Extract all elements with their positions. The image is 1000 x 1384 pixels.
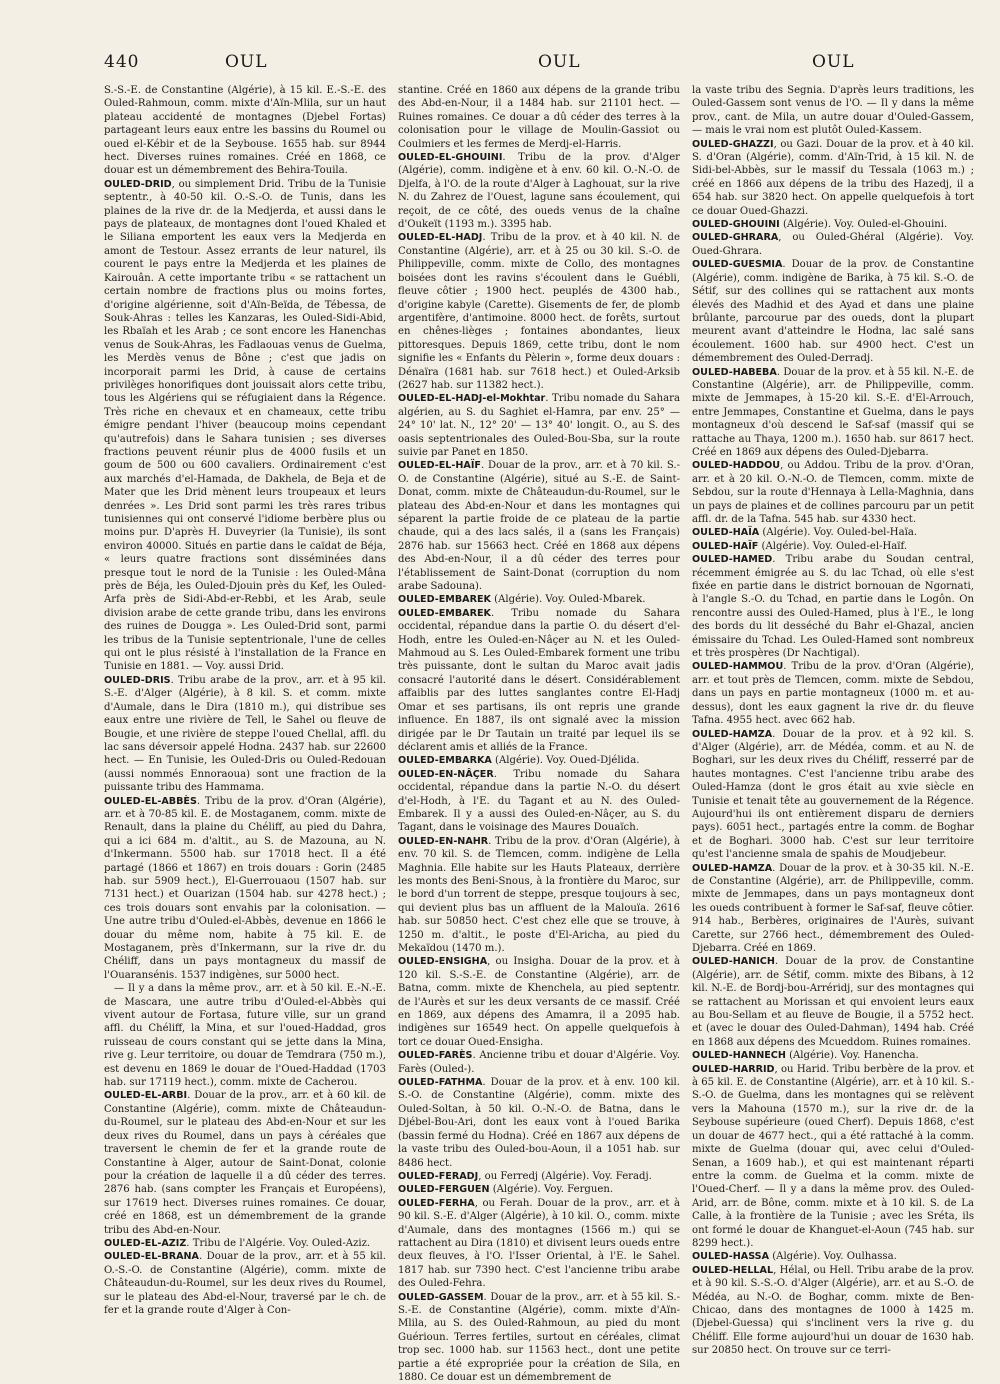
entry-headword: OULED-GHOUINI [692,219,780,231]
entry-headword: OULED-EL-ARBI [104,1090,188,1102]
dictionary-entry [398,955,680,1049]
dictionary-entry [398,151,680,231]
dictionary-entry [692,366,974,460]
dictionary-entry [692,862,974,956]
entry-headword: OULED-HELLAL [692,1264,774,1276]
dictionary-entry [104,674,386,795]
dictionary-entry [692,1063,974,1251]
entry-headword: OULED-FATHMA [398,1077,483,1089]
entry-headword: OULED-EMBAREK [398,594,491,606]
entry-headword: OULED-HABEBA [692,366,777,378]
dictionary-entry [398,593,680,606]
entry-text: — Il y a dans la même prov., arr. et à 50 kil. E.-N.-E. de Mascara, une autre tribu d'Ouled-el-Abbès qui vivent autour de Fortasa, future ville, sur un grand affl. du Chéliff, la Mina, et sur l'oued-Haddad, gros ruisseau de cours constant qui se jette dans la Mina, rive g. Leur territoire, ou douar de Temdrara (750 m.), est devenu en 1869 le douar de l'Oued-Haddad (1703 hab. sur 17119 hect.), comm. mixte de Cacherou. [104,983,386,1089]
entry-text: (Algérie). Voy. Oued-Djélida. [491,755,640,767]
entry-text: . Tribu de la prov. d'Alger (Algérie), comm. indigène et à env. 60 kil. O.-N.-O. de Djelfa, à l'O. de la route d'Alger à Laghouat, sur la rive N. du Zahrez de l'Ouest, lagune sans écoulement, qui reçoit, de ce côté, des oueds venus de la chaîne d'Oukeït (1193 m.). 3395 hab. [398,152,680,231]
dictionary-entry [692,218,974,231]
entry-text: la vaste tribu des Segnia. D'après leurs traditions, les Ouled-Gassem sont venus de l'O. — Il y dans la même prov., cant. de Mila, un autre douar d'Ouled-Gassem, — mais le vrai nom est plutôt Ouled-Kassem. [692,85,974,137]
dictionary-entry [398,1183,680,1196]
entry-text: (Algérie). Voy. Ouled-el-Haïf. [758,540,908,552]
entry-headword: OULED-FERADJ [398,1170,479,1182]
entry-text: . Douar de la prov., arr. et à 70 kil. S.-O. de Constantine (Algérie), situé au S.-E. de Saint-Donat, comm. mixte de Châteaudun-du-Roumel, sur le plateau des Abd-en-Nour et dans les montagnes qui séparent la partie froide de ce plateau de la partie chaude, qui a des lacs salés, il a (sans les Français) 2876 hab. sur 15663 hect. Créé en 1868 aux dépens des Abd-en-Nour, il a dû céder des terres pour l'établissement de Saint-Donat (corruption du nom arabe Sadouna). [398,460,680,593]
entry-text: . Tribu arabe du Soudan central, récemment émigrée au S. du lac Tchad, où elle s'est fixée en partie dans le district bornouan de Ngornati, à l'angle S.-O. du Tchad, en partie dans le Logôn. On rencontre aussi des Ouled-Hamed, plus à l'E., le long des bords du lit desséché du Bahr el-Ghazal, ancien émissaire du Tchad. Les Ouled-Hamed sont nombreux et très prospères (Dr Nachtigal). [692,554,974,660]
entry-text: . Tribu de l'Algérie. Voy. Ouled-Aziz. [186,1237,371,1249]
entry-headword: OULED-HANICH [692,956,775,968]
dictionary-entry [692,231,974,258]
dictionary-entry [692,1049,974,1062]
page-number: 440 [104,52,140,72]
entry-headword: OULED-GUESMIA [692,259,783,271]
dictionary-entry [398,1076,680,1170]
entry-headword: OULED-HAMZA [692,728,773,740]
dictionary-entry [692,955,974,1049]
entry-text: . Tribu nomade du Sahara occidental, répandue dans la partie O. du désert d'el-Hodh, entre les Ouled-en-Nâçer au N. et les Ouled-Mahmoud au S. Les Ouled-Embarek forment une tribu très puissante, dont le sultan du Maroc avait jadis consacré l'autorité dans le désert. Considérablement affaiblis par des luttes sanglantes contre El-Hadj Omar et ses partisans, ils ont repris une grande influence. En 1887, ils ont signalé avec la mission dirigée par le Dr Tautain un traité par lequel ils se déclarent amis et alliés de la France. [398,607,680,753]
entry-headword: OULED-HANNECH [692,1050,786,1062]
dictionary-entry [398,84,680,151]
entry-headword: OULED-DRIS [104,674,171,686]
dictionary-entry [692,540,974,553]
page-header [0,52,1000,82]
entry-headword: OULED-HARRID [692,1063,775,1075]
entry-text: , ou Addou. Tribu de la prov. d'Oran, arr. et à 20 kil. O.-N.-O. de Tlemcen, comm. mixte de Sebdou, sur la route d'Hennaya à Lella-Maghnia, dans un pays de plaines et de collines parcouru par un petit affl. dr. de la Tafna. 545 hab. sur 4330 hect. [692,460,974,525]
entry-text: . Tribu arabe de la prov., arr. et à 95 kil. S.-E. d'Alger (Algérie), à 8 kil. S. et comm. mixte d'Aumale, dans le Dira (1810 m.), qui distribue ses eaux entre une rivière de Tell, le Sahel ou fleuve de Bougie, et une rivière de steppe l'oued Chellal, affl. du lac sans déversoir appelé Hodna. 2437 hab. sur 22600 hect. — En Tunisie, les Ouled-Dris ou Ouled-Redouan (aussi nommés Ennoraoua) sont une fraction de la puissante tribu des Hammama. [104,674,386,794]
dictionary-entry [692,1250,974,1263]
entry-headword: OULED-GHRARA [692,232,779,244]
entry-headword: OULED-EL-AZIZ [104,1237,187,1249]
running-head-left: OUL [225,52,268,72]
dictionary-entry [398,459,680,593]
entry-headword: OULED-HAMZA [692,862,773,874]
entry-headword: OULED-EMBAREK [398,607,491,619]
entry-text: (Algérie). Voy. Hanencha. [785,1050,919,1062]
dictionary-entry [692,138,974,218]
entry-text: . Douar de la prov., arr. et à 55 kil. O.-S.-O. de Constantine (Algérie), comm. mixte de Châteaudun-du-Roumel, sur les deux rives du Roumel, sur le plateau des Abd-el-Nour, traversé par le ch. de fer et la grande route d'Alger à Con- [104,1251,386,1316]
entry-text: . Tribu de la prov. et à 40 kil. N. de Constantine (Algérie), arr. et à 25 ou 30 kil. S.-O. de Philippeville, comm. mixte de Collo, des montagnes boisées dont les ravins s'écoulent dans le Guébli, fleuve côtier ; 1900 hect. peuplés de 4300 hab., d'origine kabyle (Carette). Gisements de fer, de plomb argentifère, d'antimoine. 8000 hect. de forêts, surtout en chênes-lièges ; fontaines abondantes, lieux pittoresques. Depuis 1869, cette tribu, dont le nom signifie les « Enfants du Pèlerin », forme deux douars : Dénaïra (1681 hab. sur 7618 hect.) et Ouled-Arksib (2627 hab. sur 11382 hect.). [398,232,680,391]
dictionary-entry [398,231,680,392]
column-1 [104,84,386,1354]
entry-text: , ou Ferah. Douar de la prov., arr. et à 90 kil. S.-E. d'Alger (Algérie), à 10 kil. O., comm. mixte d'Aumale, dans des montagnes (1566 m.) qui se rattachent au Dira (1810) et divisent leurs oueds entre deux fleuves, à l'O. l'Isser Oriental, à l'E. le Sahel. 1817 hab. sur 7390 hect. C'est l'ancienne tribu arabe des Ouled-Fehra. [398,1197,680,1290]
entry-headword: OULED-HAMMOU [692,661,784,673]
entry-text: (Algérie). Voy. Ouled-bel-Haïa. [759,527,918,539]
dictionary-entry [692,459,974,526]
dictionary-entry [398,768,680,835]
entry-headword: OULED-HADDOU [692,460,781,472]
entry-text: stantine. Créé en 1860 aux dépens de la grande tribu des Abd-en-Nour, il a 1484 hab. sur 21101 hect. — Ruines romaines. Ce douar a dû céder des terres à la colonisation pour le village de Moulin-Gassiot ou Coulmiers et les fermes de Merdj-el-Harris. [398,85,680,150]
dictionary-entry [398,1049,680,1076]
column-2 [398,84,680,1383]
dictionary-entry [398,1291,680,1384]
entry-headword: OULED-EL-HADJ-el-Mokhtar [398,393,546,405]
entry-text: , ou Ouled-Ghéral (Algérie). Voy. Oued-Ghrara. [692,232,974,257]
dictionary-entry [104,1089,386,1236]
entry-headword: OULED-ENSIGHA [398,956,488,968]
entry-text: (Algérie). Voy. Ouled-Mbarek. [490,594,646,606]
dictionary-entry [398,607,680,754]
entry-text: . Tribu de la prov. d'Oran (Algérie), arr. et à 70-85 kil. E. de Mostaganem, comm. mixte de Renault, dans la plaine du Chéliff, au pied du Dahra, qui a ici 684 m. d'altit., au S. de Mazouna, au N. d'Inkermann. 5500 hab. sur 17018 hect. Il a été partagé (1866 et 1867) en trois douars : Gorin (2485 hab. sur 5909 hect.), El-Guerrouaou (1507 hab. sur 7131 hect.) et Ouarizan (1504 hab. sur 4278 hect.) ; ces trois douars sont envahis par la colonisation. — Une autre tribu d'Ouled-el-Abbès, devenue en 1866 le douar du même nom, habite à 75 kil. E. de Mostaganem, près d'Inkermann, sur la rive dr. du Chéliff, dans un pays montagneux du massif de l'Ouaransénis. 1537 indigènes, sur 5000 hect. [104,795,386,981]
entry-text: S.-S.-E. de Constantine (Algérie), à 15 kil. E.-S.-E. des Ouled-Rahmoun, comm. mixte d'Aïn-Mlila, sur un haut plateau accidenté de montagnes (Djebel Fortas) partageant leurs eaux entre les bassins du Roumel ou oued el-Kébir et de la Seybouse. 1655 hab. sur 8944 hect. Diverses ruines romaines. Créé en 1868, ce douar est un démembrement des Behira-Touila. [104,85,386,177]
dictionary-entry [104,84,386,178]
entry-text: , ou Insigha. Douar de la prov. et à 120 kil. S.-S.-E. de Constantine (Algérie), arr. de Batna, comm. mixte de Khenchela, au pied septentr. de l'Aurès et sur les deux versants de ce massif. Créé en 1869, aux dépens des Amamra, il a 2095 hab. indigènes sur 16549 hect. On appelle quelquefois à tort ce douar Oued-Ensigha. [398,956,680,1048]
dictionary-entry [692,553,974,660]
entry-text: . Douar de la prov., arr. et à 55 kil. S.-S.-E. de Constantine (Algérie), comm. mixte d'Aïn-Mlila, au S. des Ouled-Rahmoun, au pied du mont Guérioun. Terres fertiles, surtout en céréales, climat trop sec. 1000 hab. sur 11563 hect., dont une petite partie a été expropriée pour la création de Sila, en 1880. Ce douar est un démembrement de [398,1291,680,1383]
dictionary-entry [104,1250,386,1317]
dictionary-entry [692,1264,974,1358]
running-head-right: OUL [812,52,855,72]
dictionary-entry [104,982,386,1089]
entry-headword: OULED-FERHA [398,1197,475,1209]
entry-headword: OULED-HAÏF [692,540,759,552]
entry-text: . Ancienne tribu et douar d'Algérie. Voy. Farès (Ouled-). [398,1050,680,1075]
entry-text: . Tribu nomade du Sahara algérien, au S. du Saghiet el-Hamra, par env. 25° — 24° 10' lat. N., 12° 20' — 13° 40' longit. O., au S. des oasis septentrionales des Ouled-Bou-Sba, sur la route suivie par Panet en 1850. [398,393,680,458]
dictionary-entry [398,835,680,956]
column-3 [692,84,974,1357]
entry-headword: OULED-EMBARKA [398,755,492,767]
dictionary-entry [692,728,974,862]
dictionary-entry [104,178,386,674]
entry-headword: OULED-EL-HADJ [398,232,483,244]
dictionary-entry [398,754,680,767]
entry-text: . Douar de la prov. et à 30-35 kil. N.-E. de Constantine (Algérie), arr. de Philippeville, comm. mixte de Jemmapes, dans un pays montagneux dont les oueds contribuent à former le Saf-saf, fleuve côtier. 914 hab., Berbères, originaires de l'Aurès, suivant Carette, sur 2766 hect., démembrement des Ouled-Djebarra. Créé en 1869. [692,862,974,954]
entry-headword: OULED-EL-GHOUINI [398,152,503,164]
entry-text: (Algérie). Voy. Oulhassa. [769,1251,897,1263]
dictionary-entry [398,1170,680,1183]
entry-headword: OULED-EL-ABBÈS [104,795,197,807]
dictionary-entry [692,84,974,138]
entry-text: , ou Gazi. Douar de la prov. et à 40 kil. S. d'Oran (Algérie), comm. d'Aïn-Trid, à 15 kil. N. de Sidi-bel-Abbès, sur le massif du Tessala (1063 m.) ; créé en 1866 aux dépens de la tribu des Hazedj, il a 654 hab. sur 3820 hect. On appelle quelquefois à tort ce douar Oued-Ghazzi. [692,138,974,217]
entry-text: . Tribu nomade du Sahara occidental, répandue dans la partie N.-O. du désert d'el-Hodh, à l'E. du Tagant et au N. des Ouled-Embarek. Il y a aussi des Ouled-en-Nâçer, au S. du Tagant, dans le voisinage des Maures Douaïch. [398,768,680,834]
entry-headword: OULED-FERGUEN [398,1184,490,1196]
entry-headword: OULED-GASSEM [398,1291,484,1303]
entry-text: . Douar de la prov., arr. et à 60 kil. de Constantine (Algérie), comm. mixte de Châteaudun-du-Roumel, sur le plateau des Abd-en-Nour et sur les deux rives du Roumel, dans un pays à céréales que traversent le chemin de fer et la grande route de Constantine à Alger, autour de Saint-Donat, colonie pour la création de laquelle il a dû céder des terres. 2876 hab. (sans compter les Français et Européens), sur 17619 hect. Diverses ruines romaines. Ce douar, créé en 1868, est un démembrement de la grande tribu des Abd-en-Nour. [104,1090,386,1236]
entry-headword: OULED-EL-HAÏF [398,460,481,472]
entry-text: (Algérie). Voy. Ouled-el-Ghouini. [779,219,948,231]
dictionary-entry [104,1237,386,1250]
entry-text: . Tribu de la prov. d'Oran (Algérie), arr. et tout près de Tlemcen, comm. mixte de Sebdou, dans un pays en partie montagneux (1000 m. et au-dessus), dont les eaux gagnent la rive dr. du fleuve Tafna. 4955 hect. avec 662 hab. [692,661,974,727]
entry-text: , ou Ferredj (Algérie). Voy. Feradj. [478,1170,652,1182]
entry-text: (Algérie). Voy. Ferguen. [489,1184,614,1196]
entry-headword: OULED-EN-NÂÇER [398,768,494,780]
entry-headword: OULED-EN-NAHR [398,835,489,847]
entry-text: , ou simplement Drid. Tribu de la Tunisie septentr., à 40-50 kil. O.-S.-O. de Tunis, dans les plaines de la rive dr. de la Medjerda, et aussi dans le pays de plateaux, de montagnes dont l'oued Khaled et le Siliana emportent les eaux vers la Medjerda en amont de Testour. Assez errants de leur naturel, ils courent le pays entre la Medjerda et les plaines de Kairouân. A cette importante tribu « se rattachent un certain nombre de fractions plus ou moins fortes, d'origine algérienne, soit d'Aïn-Beïda, de Tébessa, de Souk-Ahras : telles les Kanzaras, les Ouled-Sidi-Abid, les Rbaïah et les Arab ; ce sont encore les Hanenchas venus de Souk-Ahras, les Fadlaouas venus de Guelma, les Merdès venus de Bône ; c'est que jadis on incorporait parmi les Drid, à cause de certains privilèges honorifiques dont jouissait alors cette tribu, tous les Algériens qui se réfugiaient dans la Régence. Très riche en chevaux et en chameaux, cette tribu émigre pendant l'hiver (beaucoup moins cependant qu'autrefois) dans le Sahara tunisien ; ses diverses fractions peuvent réunir plus de 4000 fusils et un goum de 500 ou 600 cavaliers. Ordinairement c'est aux marchés d'el-Hamada, de Dakhela, de Beja et de Mater que les Drid mènent leurs troupeaux et leurs denrées ». Les Drid sont parmi les très rares tribus tunisiennes qui ont conservé l'idiome berbère plus ou moins pur. D'après H. Duveyrier (la Tunisie), ils sont environ 40000. Situés en partie dans le caïdat de Béja, « leurs quatre fractions sont disséminées dans presque tout le nord de la Tunisie : les Ouled-Mâna près de Béja, les Ouled-Djouin près du Kef, les Ouled-Arfa près de Sidi-Abd-er-Rebbi, et les Arab, seule division arabe de cette grande tribu, dans les environs des ruines de Dougga ». Les Ouled-Drid sont, parmi les tribus de la Tunisie septentrionale, l'une de celles qui ont le plus résisté à l'installation de la France en Tunisie en 1881. — Voy. aussi Drid. [104,178,386,673]
dictionary-entry [104,795,386,983]
entry-text: . Douar de la prov. de Constantine (Algérie), comm. indigène de Barika, à 75 kil. S.-O. de Sétif, sur des collines qui se rattachent aux monts élevés des Madhid et des Ayad et dans une plaine brûlante, parcourue par des oueds, dont la plupart meurent avant d'atteindre le Hodna, lac salé sans écoulement. 1600 hab. sur 4900 hect. C'est un démembrement des Ouled-Derradj. [692,259,974,365]
dictionary-entry [692,526,974,539]
entry-text: . Douar de la prov. et à 55 kil. N.-E. de Constantine (Algérie), arr. de Philippeville, comm. mixte de Jemmapes, à 15-20 kil. S.-E. d'El-Arrouch, entre Jemmapes, Constantine et Guelma, dans le pays montagneux d'où descend le Saf-saf (massif qui se rattache au Thaya, 1200 m.). 1650 hab. sur 8617 hect. Créé en 1869 aux dépens des Ouled-Djebarra. [692,366,974,458]
entry-headword: OULED-DRID [104,178,172,190]
entry-text: . Douar de la prov. et à 92 kil. S. d'Alger (Algérie), arr. de Médéa, comm. et au N. de Boghari, sur les deux rives du Chéliff, resserré par de hautes montagnes. C'est l'ancienne tribu arabe des Ouled-Hamza (dont le gros était au xvie siècle en Tunisie et tenait tête au gouvernement de la Régence. Aujourd'hui ils ont entièrement disparu de derniers pays). 6051 hect., partagés entre la comm. de Boghar et de Boghari. 3000 hab. C'est sur leur territoire qu'est l'ancienne smala de spahis de Moudjebeur. [692,728,974,861]
dictionary-entry [692,660,974,727]
running-head-center: OUL [538,52,581,72]
entry-text: . Douar de la prov. de Constantine (Algérie), arr. de Sétif, comm. mixte des Bibans, à 12 kil. N.-E. de Bordj-bou-Arréridj, sur des montagnes qui se rattachent au Morissan et qui envoient leurs eaux au Bou-Sellam et au fleuve de Bougie, il a 5752 hect. et (avec le douar des Ouled-Dahman), 1494 hab. Créé en 1868 aux dépens des Mcueddom. Ruines romaines. [692,956,974,1048]
entry-text: . Douar de la prov. et à env. 100 kil. S.-O. de Constantine (Algérie), comm. mixte des Ouled-Soltan, à 50 kil. O.-N.-O. de Batna, dans le Djébel-Bou-Ari, dont les eaux vont à l'oued Barika (bassin fermé du Hodna). Créé en 1867 aux dépens de la vaste tribu des Ouled-bou-Aoun, il a 1051 hab. sur 8486 hect. [398,1077,680,1169]
entry-headword: OULED-FARÈS [398,1050,473,1062]
dictionary-entry [398,392,680,459]
dictionary-entry [398,1197,680,1291]
entry-headword: OULED-EL-BRANA [104,1251,199,1263]
entry-headword: OULED-HAÏA [692,527,760,539]
entry-text: . Tribu de la prov. d'Oran (Algérie), à env. 70 kil. S. de Tlemcen, comm. indigène de Lella Maghnia. Elle habite sur les Hauts Plateaux, derrière les monts des Beni-Snous, à la frontière du Maroc, sur le bord d'un torrent de steppe, presque toujours à sec, qui devient plus bas un affluent de la Malouïa. 2616 hab. sur 50850 hect. C'est chez elle que se trouve, à 1250 m. d'altit., le poste d'El-Aricha, au pied du Mekaïdou (1470 m.). [398,835,680,954]
entry-headword: OULED-HASSA [692,1251,770,1263]
entry-headword: OULED-HAMED [692,554,773,566]
entry-text: , ou Harid. Tribu berbère de la prov. et à 65 kil. E. de Constantine (Algérie), arr. et à 10 kil. S.-S.-O. de Guelma, dans les montagnes qui se relèvent vers la Mahouna (1570 m.), sur la rive dr. de la Seybouse supérieure (oued Cherf). Depuis 1868, c'est un douar de 4677 hect., qui a été rattaché à la comm. mixte de Guelma (douar qui, avec celui d'Ouled-Senan, a 1609 hab.), et qui est maintenant réparti entre la comm. de Guelma et la comm. mixte de l'Oued-Cherf. — Il y a dans la même prov. des Ouled-Arid, arr. de Bône, comm. mixte et à 10 kil. S. de La Calle, à la frontière de la Tunisie ; avec les Sréta, ils ont formé le douar de Khanguet-el-Aoun (745 hab. sur 8299 hect.). [692,1063,974,1249]
dictionary-entry [692,258,974,365]
entry-text: , Hélal, ou Hell. Tribu arabe de la prov. et à 90 kil. S.-S.-O. d'Alger (Algérie), arr. et au S.-O. de Médéa, au N.-O. de Boghar, comm. mixte de Ben-Chicao, dans des montagnes de 1000 à 1425 m. (Djebel-Guessa) qui s'inclinent vers la rive g. du Chéliff. Elle forme aujourd'hui un douar de 1630 hab. sur 20850 hect. On trouve sur ce terri- [692,1264,974,1357]
dictionary-columns [104,84,974,1383]
entry-headword: OULED-GHAZZI [692,138,774,150]
